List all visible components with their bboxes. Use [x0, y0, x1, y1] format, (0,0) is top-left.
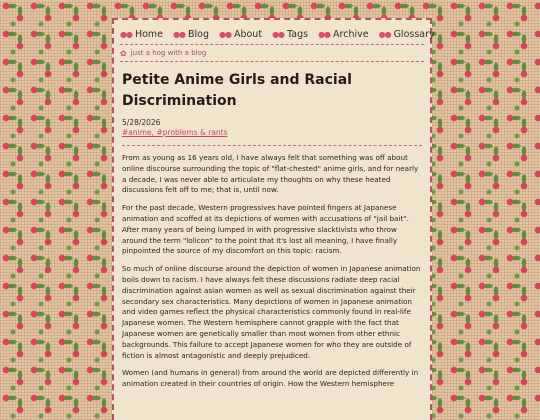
nav-about[interactable] [219, 29, 262, 40]
post-date: 5/28/2026 [122, 118, 161, 127]
post-paragraph: From as young as 16 years old, I have always felt that something was off about online discourse surrounding the topic of "flat-chested" anime girls, and for nearly a decade, I was never able to articulate my thoughts on why these heated discussions felt off to me; that is, until now. [122, 153, 419, 195]
nav-blog[interactable] [173, 29, 209, 40]
nav-archive[interactable] [318, 29, 369, 40]
nav-home[interactable] [120, 29, 163, 40]
post-paragraph: So much of online discourse around the depiction of women in Japanese animation boils down to racism. I have always felt these discussions radiate deep racial discrimination against asian women as well as sexual discrimination against their secondary sex characteristics. Many depictions of women in Japanese animation and video games reflect the physical characteristics commonly found in real-life Japanese women. The Western hemisphere cannot grapple with the fact that Japanese women are genetically smaller than most women from other ethnic backgrounds. This failure to accept Japanese women for who they are outside of fiction is almost antagonistic and deeply prejudiced. [122, 264, 421, 360]
flower-icon: ✿ [120, 48, 127, 58]
nav-glossary-label: Glossary [393, 28, 435, 40]
nav-home-label: Home [134, 28, 164, 40]
main-nav [120, 24, 435, 45]
dots-icon: ●● [120, 29, 132, 39]
dots-icon: ●● [378, 29, 391, 39]
post-title: Petite Anime Girls and Racial Discrimination [122, 72, 352, 109]
post-content [114, 62, 430, 390]
nav-glossary[interactable] [379, 29, 435, 40]
dots-icon: ●● [318, 29, 331, 39]
blog-page [112, 18, 435, 420]
dots-icon: ●● [219, 29, 231, 39]
dots-icon: ●● [173, 29, 185, 39]
tagline-text: just a hog with a blog [130, 49, 207, 57]
dots-icon: ●● [272, 29, 285, 39]
nav-about-label: About [233, 28, 263, 40]
post-paragraph: For the past decade, Western progressives have pointed fingers at Japanese animation and scoffed at its depictions of women with accusations of "jail bait". After many years of being lumped in with progressive slacktivists who throw around the term "lolicon" to the point that it's lost all meaning, I have finally pinpointed the source of my discomfort on this topic: racism. [122, 203, 409, 256]
nav-archive-label: Archive [333, 28, 369, 40]
nav-tags-label: Tags [287, 28, 309, 40]
post-tags-link[interactable]: #anime, #problems & rants [122, 128, 228, 137]
nav-blog-label: Blog [188, 28, 209, 40]
divider [122, 145, 422, 146]
site-tagline [120, 45, 424, 62]
nav-tags[interactable] [272, 29, 308, 40]
post-paragraph: Women (and humans in general) from around the world are depicted differently in animation created in their countries of origin. How the Western hemisphere [122, 368, 419, 389]
